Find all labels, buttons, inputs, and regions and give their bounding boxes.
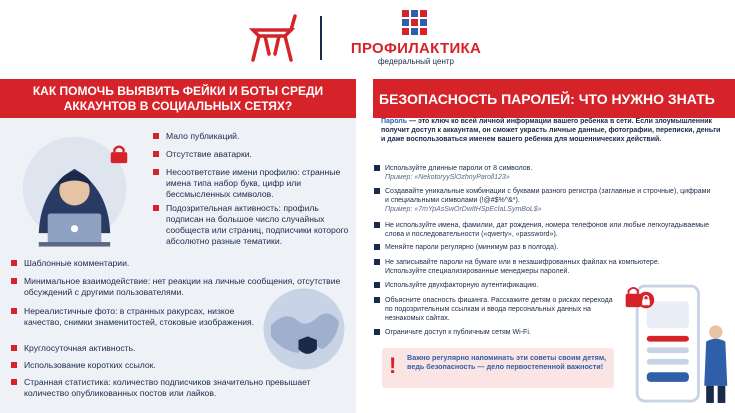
brand-title: ПРОФИЛАКТИКА — [350, 40, 482, 57]
bullet-icon — [153, 205, 159, 211]
bullet-icon — [11, 260, 17, 266]
logo-divider — [320, 16, 322, 60]
bullet-icon — [374, 188, 380, 194]
bullet-icon — [11, 278, 17, 284]
right-list-item: Не записывайте пароли на бумаге или в незашифрованных файлах на компьютере. Используйте специализированные менеджеры паролей. — [385, 258, 695, 276]
right-title-banner — [373, 79, 735, 118]
left-title-line1: КАК ПОМОЧЬ ВЫЯВИТЬ ФЕЙКИ И БОТЫ СРЕДИ — [32, 83, 324, 98]
grid-logo-icon — [401, 9, 429, 37]
intro-term: Пароль — [381, 118, 408, 125]
phone-icon — [618, 282, 733, 407]
left-list-item: Использование коротких ссылок. — [24, 360, 259, 371]
warning-text: Важно регулярно напоминать эти советы своим детям, ведь безопасность — дело первостепенной важности! — [407, 353, 607, 372]
left-title-line2: АККАУНТОВ В СОЦИАЛЬНЫХ СЕТЯХ? — [63, 98, 293, 113]
bullet-icon — [11, 308, 17, 314]
left-title-banner — [0, 79, 356, 118]
right-list-item: Не используйте имена, фамилии, дат рождения, номера телефонов или любые легкоугадываемые слова и последовательности («qwerty», «password»). — [385, 221, 715, 239]
example-text: Пример: «7mYpAsSwOrDwItHSpEcIaLSymBoL$» — [385, 206, 542, 213]
bullet-icon — [11, 345, 17, 351]
header — [0, 0, 735, 78]
right-list-item: Используйте длинные пароли от 8 символов. Пример: «NekotoryySlOzhnyParoll123» — [385, 164, 715, 182]
bullet-icon — [374, 165, 380, 171]
bullet-icon — [374, 329, 380, 335]
left-list-item: Подозрительная активность: профиль подписан на большое число случайных сообществ или страниц, подписчики которого абсолютно разные тематики. — [166, 203, 354, 247]
bullet-icon — [374, 297, 380, 303]
lock-icon — [108, 143, 130, 165]
bullet-icon — [153, 151, 159, 157]
brand-subtitle: федеральный центр — [377, 57, 455, 66]
left-list-item: Странная статистика: количество подписчиков значительно превышает количество опубликованных постов или лайков. — [24, 377, 324, 399]
right-list-item: Объясните опасность фишинга. Расскажите детям о рисках перехода по подозрительным ссылкам и ввода персональных данных на незнакомых сайтах. — [385, 296, 617, 323]
right-list-item: Ограничьте доступ к публичным сетям Wi-Fi. — [385, 328, 617, 337]
left-list-item: Нереалистичные фото: в странных ракурсах, низкое качество, снимки знаменитостей, стоковые изображения. — [24, 306, 259, 328]
bullet-icon — [374, 282, 380, 288]
left-list-item: Круглосуточная активность. — [24, 343, 259, 354]
bullet-icon — [374, 244, 380, 250]
right-list-item: Меняйте пароли регулярно (минимум раз в полгода). — [385, 243, 715, 252]
left-list-item: Отсутствие аватарки. — [166, 149, 356, 160]
left-list-item: Мало публикаций. — [166, 131, 356, 142]
intro-text: — это ключ ко всей личной информации вашего ребенка в сети. Если злоумышленник получит доступ к аккаунтам, он сможет украсть личные данные, фотографии, переписки, деньги и даже воспользоваться именем вашего ребенка для мошеннических действий. — [381, 118, 721, 143]
right-title: БЕЗОПАСНОСТЬ ПАРОЛЕЙ: ЧТО НУЖНО ЗНАТЬ — [379, 90, 715, 107]
left-list-item: Несоответствие имени профилю: странные имена типа набор букв, цифр или бессмысленных символов. — [166, 167, 354, 200]
left-list-item: Минимальное взаимодействие: нет реакции на личные сообщения, отсутствие обсуждений с другими пользователями. — [24, 276, 344, 298]
lock-icon — [637, 291, 655, 309]
bullet-icon — [153, 169, 159, 175]
warning-icon: ! — [389, 353, 397, 378]
right-list-item: Используйте двухфакторную аутентификацию. — [385, 281, 635, 290]
bullet-icon — [374, 259, 380, 265]
example-text: Пример: «NekotoryySlOzhnyParoll123» — [385, 174, 510, 181]
intro-paragraph — [381, 117, 721, 144]
left-list-item: Шаблонные комментарии. — [24, 258, 344, 269]
right-list-item: Создавайте уникальные комбинации с буквами разного регистра (заглавные и строчные), цифрами и специальными символами (!@#$%^&*). Пример: «7mYpAsSwOrDwItHSpEcIaLSymBoL$» — [385, 187, 715, 214]
chair-logo-icon — [245, 10, 299, 64]
bullet-icon — [11, 379, 17, 385]
bullet-icon — [11, 362, 17, 368]
bullet-icon — [374, 222, 380, 228]
bullet-icon — [153, 133, 159, 139]
